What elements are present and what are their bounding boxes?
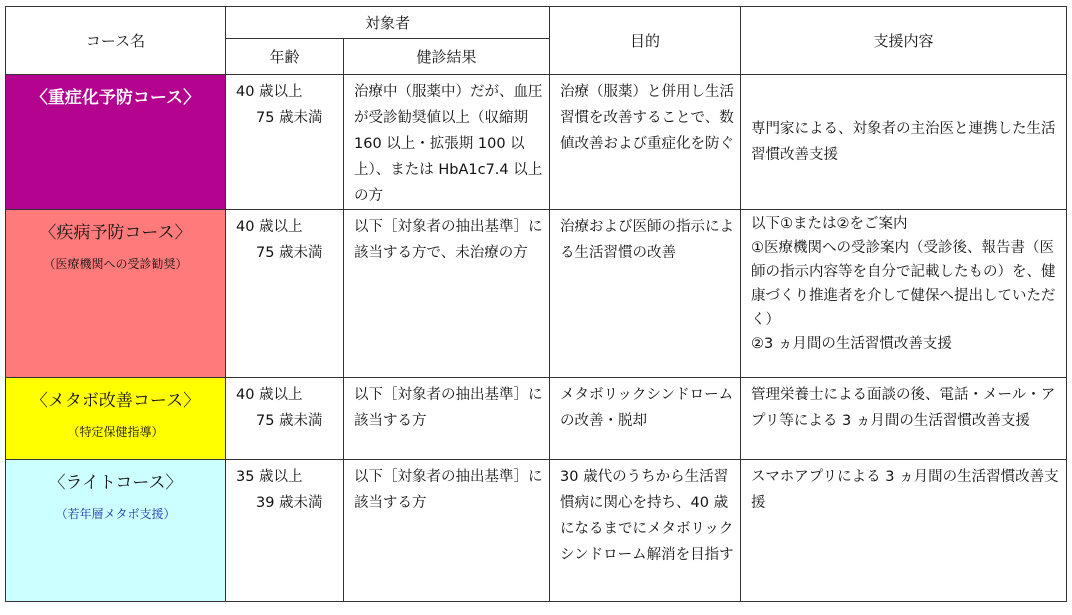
course-name-cell xyxy=(6,460,226,602)
age-max: 39 歳未満 xyxy=(256,495,323,511)
age-cell xyxy=(226,75,344,210)
support-cell: 専門家による、対象者の主治医と連携した生活習慣改善支援 xyxy=(741,75,1067,210)
age-min: 40 歳以上 xyxy=(236,387,303,403)
age-max: 75 歳未満 xyxy=(256,110,323,126)
course-name-cell xyxy=(6,378,226,460)
header-row xyxy=(6,7,1067,39)
purpose-cell: 治療（服薬）と併用し生活習慣を改善することで、数値改善および重症化を防ぐ xyxy=(550,75,741,210)
course-name-cell xyxy=(6,75,226,210)
support-option-2: ②3 ヵ月間の生活習慣改善支援 xyxy=(751,336,952,352)
course-name: 〈メタボ改善コース〉 xyxy=(30,391,201,411)
course-name: 〈重症化予防コース〉 xyxy=(30,88,201,108)
header-age: 年齢 xyxy=(226,39,344,75)
support-cell: スマホアプリによる 3 ヵ月間の生活習慣改善支援 xyxy=(741,460,1067,602)
course-name: 〈ライトコース〉 xyxy=(48,473,183,493)
checkup-cell: 以下［対象者の抽出基準］に該当する方 xyxy=(344,378,550,460)
course-name: 〈疾病予防コース〉 xyxy=(39,223,192,243)
table-row-shippei xyxy=(6,210,1067,378)
course-name-cell xyxy=(6,210,226,378)
course-subtitle: （若年層メタボ支援） xyxy=(55,507,176,521)
header-purpose: 目的 xyxy=(550,7,741,75)
age-cell xyxy=(226,378,344,460)
support-intro: 以下①または②をご案内 xyxy=(751,216,908,232)
age-min: 35 歳以上 xyxy=(236,469,303,485)
age-max: 75 歳未満 xyxy=(256,245,323,261)
support-cell: 管理栄養士による面談の後、電話・メール・アプリ等による 3 ヵ月間の生活習慣改善支援 xyxy=(741,378,1067,460)
age-min: 40 歳以上 xyxy=(236,84,303,100)
age-cell xyxy=(226,210,344,378)
table-row-metabo xyxy=(6,378,1067,460)
course-subtitle: （医療機関への受診勧奨） xyxy=(43,257,188,271)
checkup-cell: 以下［対象者の抽出基準］に該当する方 xyxy=(344,460,550,602)
purpose-cell: メタボリックシンドロームの改善・脱却 xyxy=(550,378,741,460)
age-cell xyxy=(226,460,344,602)
course-subtitle: （特定保健指導） xyxy=(67,425,164,439)
purpose-cell: 30 歳代のうちから生活習慣病に関心を持ち、40 歳になるまでにメタボリックシンドローム解消を目指す xyxy=(550,460,741,602)
age-max: 75 歳未満 xyxy=(256,413,323,429)
course-table xyxy=(5,6,1067,602)
support-cell xyxy=(741,210,1067,378)
header-course-name: コース名 xyxy=(6,7,226,75)
purpose-cell: 治療および医師の指示による生活習慣の改善 xyxy=(550,210,741,378)
table-row-juushouka xyxy=(6,75,1067,210)
support-option-1: ①医療機関への受診案内（受診後、報告書（医師の指示内容等を自分で記載したもの）を、健康づくり推進者を介して健保へ提出していただく） xyxy=(751,240,1056,328)
checkup-cell: 以下［対象者の抽出基準］に該当する方で、未治療の方 xyxy=(344,210,550,378)
table-row-light xyxy=(6,460,1067,602)
header-target: 対象者 xyxy=(226,7,550,39)
checkup-cell: 治療中（服薬中）だが、血圧が受診勧奨値以上（収縮期 160 以上・拡張期 100 以上）、または HbA1c7.4 以上の方 xyxy=(344,75,550,210)
header-checkup-result: 健診結果 xyxy=(344,39,550,75)
header-support: 支援内容 xyxy=(741,7,1067,75)
age-min: 40 歳以上 xyxy=(236,219,303,235)
